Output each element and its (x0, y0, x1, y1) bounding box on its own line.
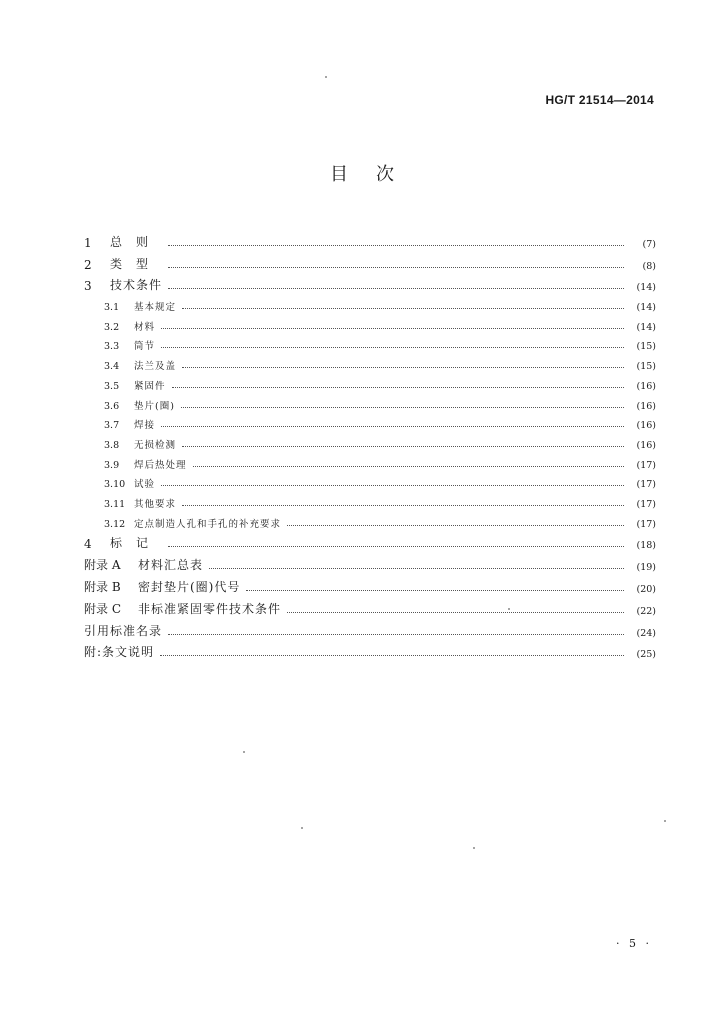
toc-entry-page: (14) (636, 282, 656, 294)
toc-entry-number: 3.6 (104, 400, 120, 412)
scan-speck (664, 820, 666, 822)
toc-entry-title: 类型 (110, 256, 163, 271)
toc-dot-leader (287, 525, 624, 526)
toc-entry-number: 3.1 (104, 302, 120, 314)
toc-entry-number: 3.12 (104, 518, 126, 530)
toc-entry-number: 3.3 (104, 341, 120, 353)
toc-entry-title: 其他要求 (134, 498, 177, 510)
toc-entry-number: 2 (84, 257, 92, 272)
toc-entry-number: 1 (84, 235, 92, 250)
toc-entry-title: 标记 (110, 536, 163, 551)
toc-entry-title: 非标准紧固零件技术条件 (138, 601, 282, 616)
toc-entry-page: (16) (636, 420, 656, 432)
toc-entry-page: (15) (636, 361, 656, 373)
toc-entry-title: 定点制造人孔和手孔的补充要求 (134, 518, 282, 530)
toc-entry[interactable] (84, 392, 656, 412)
toc-entry-title: 焊后热处理 (134, 459, 187, 471)
toc-entry[interactable] (84, 250, 656, 272)
toc-dot-leader (168, 546, 624, 547)
toc-entry-title: 垫片(圈) (134, 400, 175, 412)
toc-entry-page: (20) (636, 584, 656, 596)
toc-entry-number: 3.5 (104, 380, 120, 392)
toc-entry-number: 3.11 (104, 498, 126, 510)
toc-entry[interactable] (84, 530, 656, 552)
toc-entry[interactable] (84, 431, 656, 451)
toc-entry-number: 3.7 (104, 420, 120, 432)
toc-entry-page: (14) (636, 302, 656, 314)
toc-entry-title: 引用标准名录 (84, 623, 163, 638)
toc-entry-title: 总则 (110, 234, 163, 249)
toc-dot-leader (182, 446, 624, 447)
toc-entry-page: (15) (636, 341, 656, 353)
toc-dot-leader (209, 568, 624, 569)
toc-entry[interactable] (84, 490, 656, 510)
toc-entry-title: 附:条文说明 (84, 645, 155, 660)
toc-entry[interactable] (84, 639, 656, 661)
toc-entry-number: 附录 A (84, 558, 121, 573)
toc-dot-leader (161, 426, 624, 427)
toc-entry-number: 3.4 (104, 361, 120, 373)
toc-dot-leader (172, 387, 624, 388)
scan-speck (473, 847, 475, 849)
toc-entry[interactable] (84, 617, 656, 639)
toc-entry[interactable] (84, 573, 656, 595)
toc-entry-title: 焊接 (134, 420, 156, 432)
toc-dot-leader (168, 634, 624, 635)
toc-entry-number: 附录 C (84, 601, 121, 616)
toc-entry-page: (24) (636, 627, 656, 639)
toc-entry[interactable] (84, 293, 656, 313)
toc-entry[interactable] (84, 333, 656, 353)
standard-code: HG/T 21514—2014 (545, 93, 654, 107)
page-title: 目次 (330, 164, 422, 185)
toc-dot-leader (160, 655, 624, 656)
toc-dot-leader (161, 485, 624, 486)
toc-entry[interactable] (84, 451, 656, 471)
toc-entry-title: 密封垫片(圈)代号 (138, 580, 241, 595)
toc-entry-page: (22) (636, 605, 656, 617)
toc-entry[interactable] (84, 595, 656, 617)
scan-speck (325, 76, 327, 78)
toc-dot-leader (246, 590, 624, 591)
toc-entry[interactable] (84, 352, 656, 372)
toc-dot-leader (193, 466, 624, 467)
toc-entry-title: 试验 (134, 479, 156, 491)
scan-speck (301, 827, 303, 829)
toc-entry-page: (16) (636, 439, 656, 451)
toc-entry-page: (17) (636, 459, 656, 471)
toc-entry-page: (17) (636, 479, 656, 491)
toc-entry-title: 材料汇总表 (138, 558, 204, 573)
toc-entry[interactable] (84, 471, 656, 491)
toc-entry-number: 3.9 (104, 459, 120, 471)
toc-entry-title: 技术条件 (110, 278, 163, 293)
toc-entry-page: (14) (636, 321, 656, 333)
toc-entry-page: (18) (636, 540, 656, 552)
toc-entry-page: (25) (636, 649, 656, 661)
toc-entry-page: (16) (636, 380, 656, 392)
toc-entry-page: (17) (636, 518, 656, 530)
page-number: · 5 · (616, 937, 652, 950)
toc-entry-title: 法兰及盖 (134, 361, 177, 373)
toc-entry-page: (7) (642, 238, 656, 250)
toc-entry[interactable] (84, 313, 656, 333)
toc-entry-page: (8) (642, 260, 656, 272)
toc-entry-title: 基本规定 (134, 302, 177, 314)
toc-dot-leader (168, 288, 624, 289)
toc-entry-number: 3 (84, 279, 92, 294)
toc-entry-title: 筒节 (134, 341, 156, 353)
toc-entry[interactable] (84, 412, 656, 432)
scan-speck (243, 751, 245, 753)
toc-dot-leader (182, 308, 624, 309)
toc-entry-title: 材料 (134, 321, 156, 333)
toc-dot-leader (182, 505, 624, 506)
toc-dot-leader (182, 367, 624, 368)
toc-entry[interactable] (84, 228, 656, 250)
toc-dot-leader (168, 245, 624, 246)
table-of-contents (84, 228, 656, 660)
toc-entry-title: 无损检测 (134, 439, 177, 451)
toc-entry-number: 附录 B (84, 580, 121, 595)
toc-entry[interactable] (84, 510, 656, 530)
toc-entry[interactable] (84, 272, 656, 294)
toc-entry[interactable] (84, 372, 656, 392)
toc-dot-leader (161, 347, 624, 348)
toc-entry-page: (16) (636, 400, 656, 412)
toc-entry-number: 4 (84, 537, 92, 552)
toc-entry[interactable] (84, 551, 656, 573)
toc-dot-leader (287, 612, 624, 613)
toc-entry-number: 3.2 (104, 321, 120, 333)
scan-speck (508, 608, 510, 610)
toc-dot-leader (161, 328, 624, 329)
toc-entry-page: (19) (636, 562, 656, 574)
toc-entry-page: (17) (636, 498, 656, 510)
toc-dot-leader (168, 267, 624, 268)
toc-entry-number: 3.8 (104, 439, 120, 451)
toc-dot-leader (181, 407, 624, 408)
toc-entry-title: 紧固件 (134, 380, 166, 392)
toc-entry-number: 3.10 (104, 479, 126, 491)
